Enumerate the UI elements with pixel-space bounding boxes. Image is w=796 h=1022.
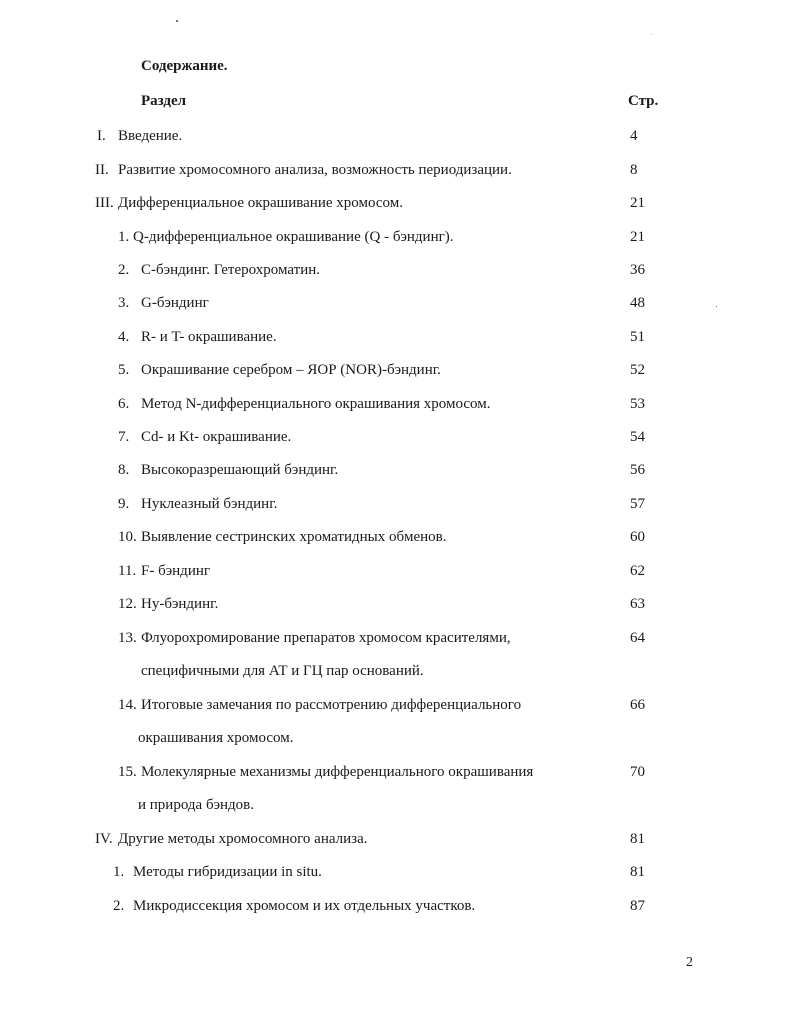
entry-title: Окрашивание серебром – ЯОР (NOR)-бэндинг.	[141, 362, 441, 378]
entry-number: 10.	[118, 529, 137, 545]
entry-number: II.	[95, 162, 109, 178]
entry-page: 62	[630, 563, 645, 579]
entry-page: 63	[630, 596, 645, 612]
entry-number: 2.	[113, 898, 125, 914]
entry-page: 8	[630, 162, 638, 178]
entry-title: Hy-бэндинг.	[141, 596, 219, 612]
entry-page: 81	[630, 864, 645, 880]
entry-title: С-бэндинг. Гетерохроматин.	[141, 262, 321, 278]
toc-entry-3-1	[0, 227, 796, 247]
entry-title: F- бэндинг	[141, 563, 211, 579]
scan-speck	[176, 20, 178, 22]
toc-entry-3-9	[0, 494, 796, 514]
entry-page: 64	[630, 630, 645, 646]
toc-entry-3-10	[0, 527, 796, 547]
entry-number: 5.	[118, 362, 130, 378]
toc-entry-3-12	[0, 594, 796, 614]
entry-page: 21	[630, 229, 645, 245]
entry-title: Выявление сестринских хроматидных обменов.	[141, 529, 447, 545]
toc-entry-3-7	[0, 427, 796, 447]
entry-page: 48	[630, 295, 645, 311]
entry-title: Высокоразрешающий бэндинг.	[141, 462, 339, 478]
toc-entry-3-13-continuation	[0, 661, 796, 681]
scan-speck	[651, 34, 652, 35]
toc-entry-4	[0, 829, 796, 849]
scan-speck	[716, 306, 717, 307]
entry-title-continuation: и природа бэндов.	[138, 797, 255, 813]
toc-entry-3-8	[0, 460, 796, 480]
entry-title: Методы гибридизации in situ.	[133, 864, 322, 880]
entry-number: 1.	[113, 864, 125, 880]
entry-number: 6.	[118, 396, 130, 412]
entry-title: Метод N-дифференциального окрашивания хромосом.	[141, 396, 491, 412]
entry-number: 8.	[118, 462, 130, 478]
toc-entry-3-2	[0, 260, 796, 280]
page-column-header: Стр.	[628, 93, 659, 109]
entry-number: IV.	[95, 831, 113, 847]
toc-title: Содержание.	[141, 58, 228, 74]
entry-page: 81	[630, 831, 645, 847]
entry-title-continuation: специфичными для АТ и ГЦ пар оснований.	[141, 663, 424, 679]
entry-title: Q-дифференциальное окрашивание (Q - бэндинг).	[133, 229, 454, 245]
entry-number: 3.	[118, 295, 130, 311]
entry-number: 12.	[118, 596, 137, 612]
entry-page: 54	[630, 429, 645, 445]
entry-page: 56	[630, 462, 645, 478]
toc-entry-1	[0, 126, 796, 146]
entry-number: I.	[97, 128, 106, 144]
page-number: 2	[686, 955, 693, 970]
toc-entry-3-14	[0, 695, 796, 715]
toc-entry-3-11	[0, 561, 796, 581]
entry-page: 21	[630, 195, 645, 211]
entry-title: Другие методы хромосомного анализа.	[118, 831, 368, 847]
entry-page: 52	[630, 362, 645, 378]
entry-number: III.	[95, 195, 114, 211]
toc-entry-3-4	[0, 327, 796, 347]
entry-title: Флуорохромирование препаратов хромосом красителями,	[141, 630, 511, 646]
entry-number: 9.	[118, 496, 130, 512]
entry-number: 15.	[118, 764, 137, 780]
entry-page: 53	[630, 396, 645, 412]
entry-title: Введение.	[118, 128, 183, 144]
entry-title: Cd- и Kt- окрашивание.	[141, 429, 292, 445]
entry-title: Итоговые замечания по рассмотрению дифференциального	[141, 697, 522, 713]
entry-title: Дифференциальное окрашивание хромосом.	[118, 195, 403, 211]
entry-title: Развитие хромосомного анализа, возможность периодизации.	[118, 162, 512, 178]
entry-number: 1.	[118, 229, 130, 245]
entry-page: 70	[630, 764, 645, 780]
entry-page: 57	[630, 496, 645, 512]
entry-title: Молекулярные механизмы дифференциального окрашивания	[141, 764, 534, 780]
section-column-header: Раздел	[141, 93, 187, 109]
entry-number: 11.	[118, 563, 137, 579]
entry-title: Нуклеазный бэндинг.	[141, 496, 278, 512]
entry-title: G-бэндинг	[141, 295, 209, 311]
toc-entry-3-5	[0, 360, 796, 380]
entry-title: R- и T- окрашивание.	[141, 329, 277, 345]
toc-entry-4-2	[0, 896, 796, 916]
entry-number: 2.	[118, 262, 130, 278]
toc-entry-3-15	[0, 762, 796, 782]
entry-page: 87	[630, 898, 645, 914]
toc-entry-3-3	[0, 293, 796, 313]
entry-page: 4	[630, 128, 638, 144]
entry-page: 66	[630, 697, 645, 713]
toc-entry-4-1	[0, 862, 796, 882]
entry-page: 51	[630, 329, 645, 345]
toc-entry-2	[0, 160, 796, 180]
entry-title: Микродиссекция хромосом и их отдельных участков.	[133, 898, 476, 914]
entry-number: 13.	[118, 630, 137, 646]
toc-entry-3-13	[0, 628, 796, 648]
entry-page: 60	[630, 529, 645, 545]
entry-page: 36	[630, 262, 645, 278]
entry-number: 14.	[118, 697, 137, 713]
toc-entry-3-6	[0, 394, 796, 414]
entry-number: 7.	[118, 429, 130, 445]
toc-entry-3-15-continuation	[0, 795, 796, 815]
toc-entry-3-14-continuation	[0, 728, 796, 748]
entry-title-continuation: окрашивания хромосом.	[138, 730, 294, 746]
entry-number: 4.	[118, 329, 130, 345]
toc-entry-3	[0, 193, 796, 213]
